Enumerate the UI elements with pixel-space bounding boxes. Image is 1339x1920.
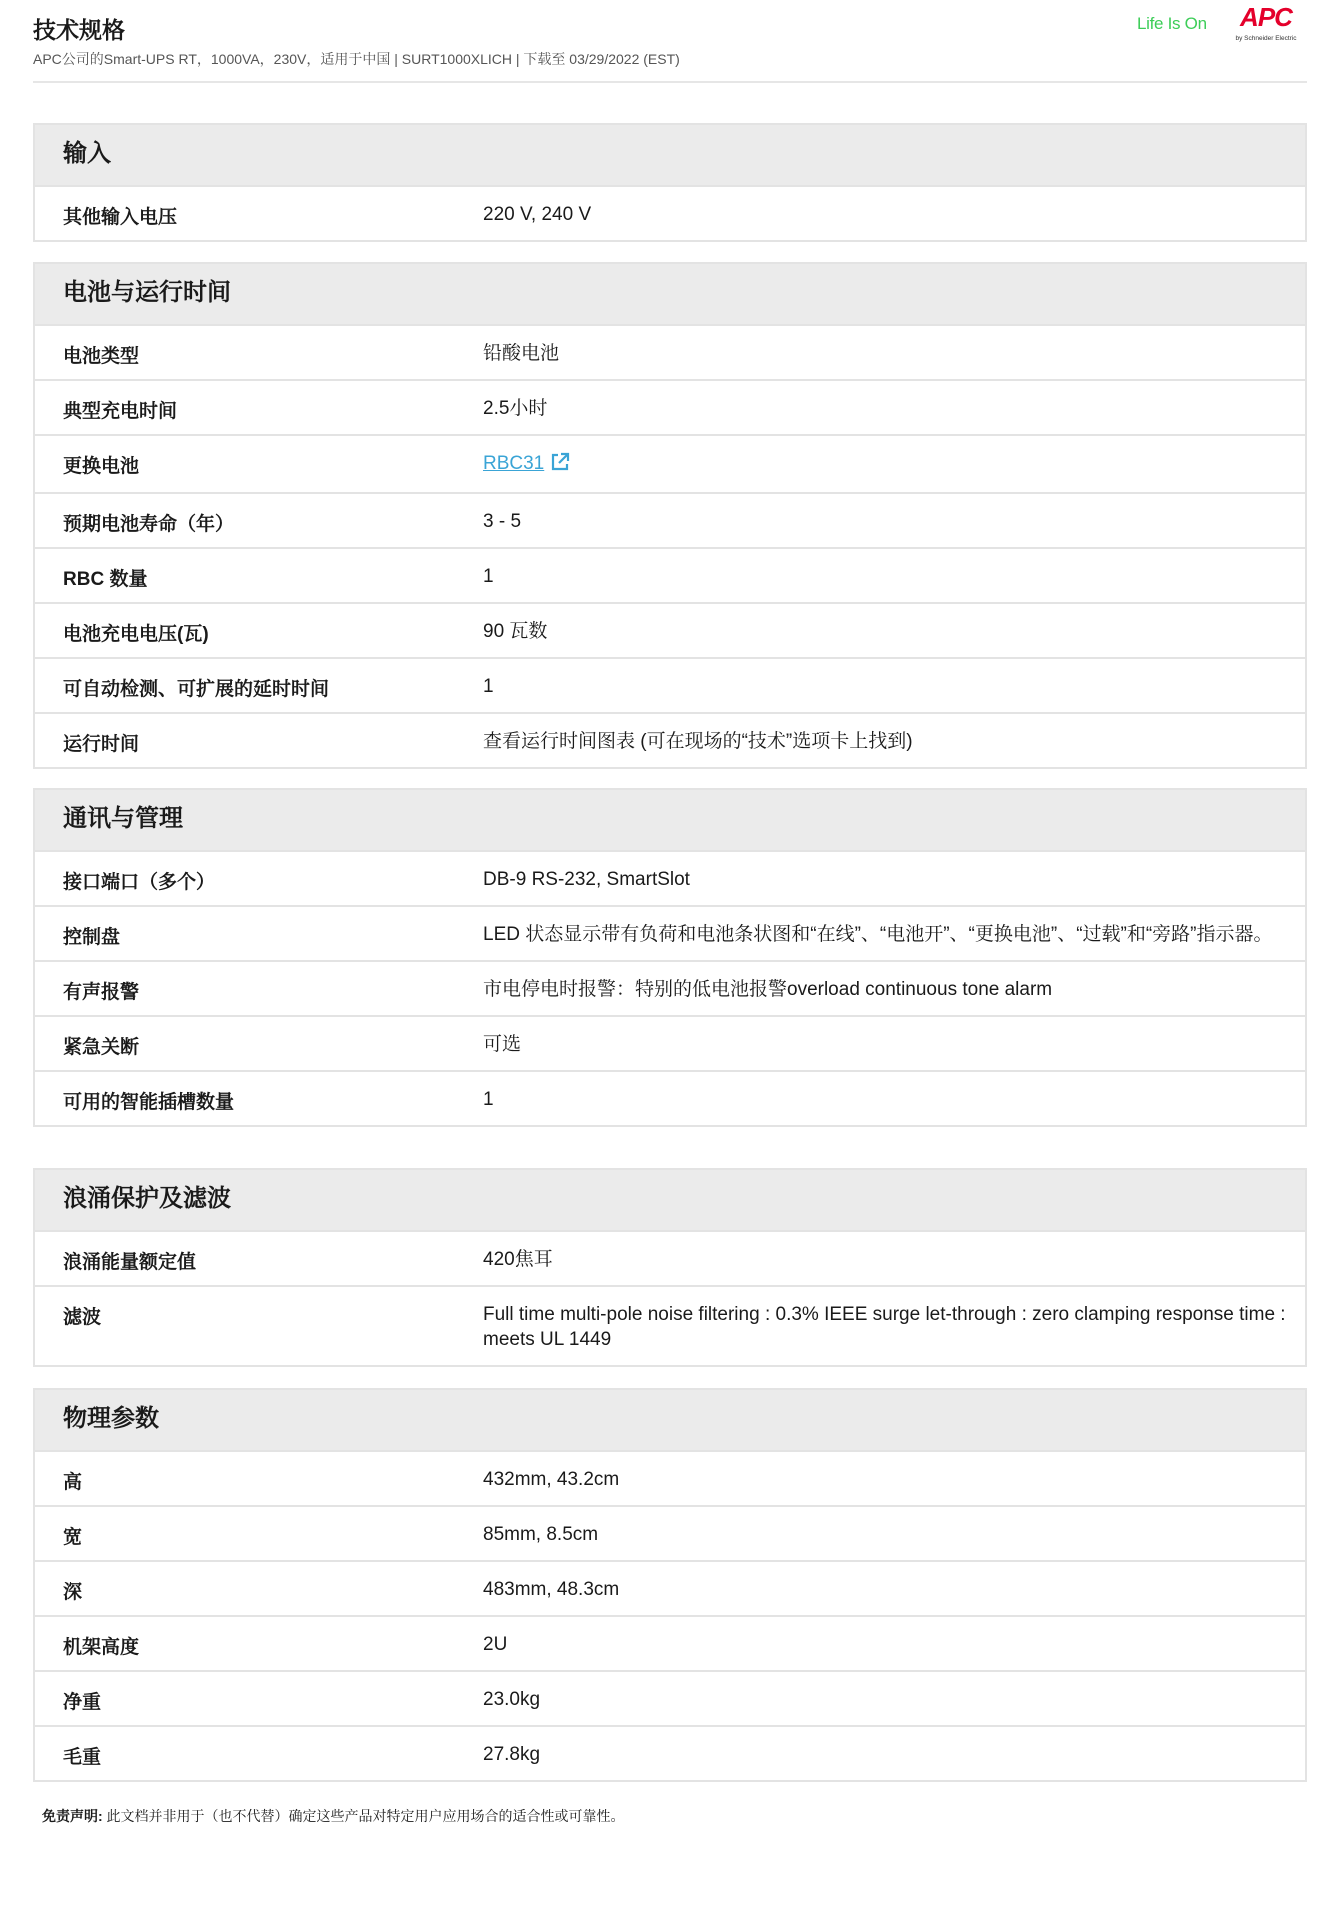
spec-label: 深 [63, 1582, 83, 1603]
spec-value: DB-9 RS-232, SmartSlot [483, 869, 690, 890]
spec-row [35, 1070, 1305, 1125]
spec-label: 宽 [63, 1527, 83, 1548]
spec-label: 可用的智能插槽数量 [63, 1092, 235, 1113]
spec-label: 毛重 [63, 1747, 102, 1768]
spec-label: 电池类型 [63, 346, 140, 367]
spec-value: 420焦耳 [483, 1249, 553, 1270]
spec-row [35, 1560, 1305, 1615]
spec-row [35, 850, 1305, 905]
spec-value [483, 436, 1305, 492]
spec-row [35, 324, 1305, 379]
section-input [33, 123, 1307, 242]
apc-logo-subtext: by Schneider Electric [1235, 35, 1297, 42]
spec-label: 控制盘 [63, 927, 121, 948]
spec-label: 滤波 [63, 1307, 102, 1328]
spec-value: 220 V, 240 V [483, 204, 592, 225]
spec-label: 预期电池寿命（年） [63, 514, 235, 535]
spec-row [35, 1230, 1305, 1285]
spec-value: 3 - 5 [483, 511, 522, 532]
spec-value: 可选 [483, 1034, 522, 1055]
section-communication [33, 788, 1307, 1127]
spec-value: 市电停电时报警：特别的低电池报警overload continuous tone alarm [483, 979, 1053, 1000]
replacement-battery-link[interactable]: RBC31 [483, 453, 545, 474]
apc-logo-text: APC [1240, 2, 1292, 32]
disclaimer-label: 免责声明: [42, 1808, 103, 1824]
spec-label: 接口端口（多个） [63, 872, 216, 893]
spec-row [35, 1285, 1305, 1365]
spec-row [35, 657, 1305, 712]
spec-row [35, 1450, 1305, 1505]
spec-label: 浪涌能量额定值 [63, 1252, 197, 1273]
spec-label: 其他输入电压 [63, 207, 178, 228]
page-header [33, 0, 1307, 83]
page-title: 技术规格 [33, 17, 125, 43]
spec-row [35, 492, 1305, 547]
spec-label: 有声报警 [63, 982, 140, 1003]
spec-row [35, 1015, 1305, 1070]
spec-row [35, 1615, 1305, 1670]
spec-value: 90 瓦数 [483, 621, 548, 642]
disclaimer [42, 1806, 625, 1826]
spec-label: 高 [63, 1472, 83, 1493]
spec-row [35, 434, 1305, 492]
spec-label: 机架高度 [63, 1637, 140, 1658]
apc-logo [1225, 2, 1307, 46]
spec-value: 85mm, 8.5cm [483, 1524, 599, 1545]
spec-value: Full time multi-pole noise filtering : 0.3% IEEE surge let-through : zero clamping response time : meets UL 1449 [483, 1304, 1286, 1350]
spec-value: 1 [483, 566, 494, 587]
spec-label: 可自动检测、可扩展的延时时间 [63, 679, 330, 700]
spec-value: 铅酸电池 [483, 343, 560, 364]
spec-label: 运行时间 [63, 734, 140, 755]
spec-row [35, 712, 1305, 767]
section-title: 浪涌保护及滤波 [35, 1170, 1305, 1230]
spec-value: 23.0kg [483, 1689, 541, 1710]
spec-label: 典型充电时间 [63, 401, 178, 422]
life-is-on-logo: Life Is On [1137, 14, 1207, 33]
spec-row [35, 960, 1305, 1015]
spec-label: 净重 [63, 1692, 102, 1713]
spec-value: 查看运行时间图表 (可在现场的“技术”选项卡上找到) [483, 731, 913, 752]
spec-value: 483mm, 48.3cm [483, 1579, 620, 1600]
section-title: 通讯与管理 [35, 790, 1305, 850]
spec-row [35, 905, 1305, 960]
section-title: 输入 [35, 125, 1305, 185]
spec-row [35, 547, 1305, 602]
section-physical [33, 1388, 1307, 1782]
spec-value: 1 [483, 1089, 494, 1110]
disclaimer-text: 此文档并非用于（也不代替）确定这些产品对特定用户应用场合的适合性或可靠性。 [102, 1808, 625, 1824]
external-link-icon[interactable] [550, 452, 570, 479]
section-title: 电池与运行时间 [35, 264, 1305, 324]
spec-row [35, 379, 1305, 434]
section-title: 物理参数 [35, 1390, 1305, 1450]
spec-value: 2.5小时 [483, 398, 548, 419]
spec-label: 紧急关断 [63, 1037, 140, 1058]
spec-row [35, 1505, 1305, 1560]
spec-label: 更换电池 [63, 456, 140, 477]
section-battery [33, 262, 1307, 769]
spec-label: 电池充电电压(瓦) [63, 624, 209, 645]
section-surge-protection [33, 1168, 1307, 1367]
spec-value: 432mm, 43.2cm [483, 1469, 620, 1490]
spec-row [35, 602, 1305, 657]
spec-value: LED 状态显示带有负荷和电池条状图和“在线”、“电池开”、“更换电池”、“过载”和“旁路”指示器。 [483, 924, 1273, 945]
spec-row [35, 1670, 1305, 1725]
spec-value: 2U [483, 1634, 508, 1655]
spec-row [35, 1725, 1305, 1780]
spec-row [35, 185, 1305, 240]
spec-value: 1 [483, 676, 494, 697]
page-subtitle: APC公司的Smart-UPS RT，1000VA，230V，适用于中国 | SURT1000XLICH | 下载至 03/29/2022 (EST) [33, 51, 680, 67]
spec-value: 27.8kg [483, 1744, 541, 1765]
spec-label: RBC 数量 [63, 569, 148, 590]
